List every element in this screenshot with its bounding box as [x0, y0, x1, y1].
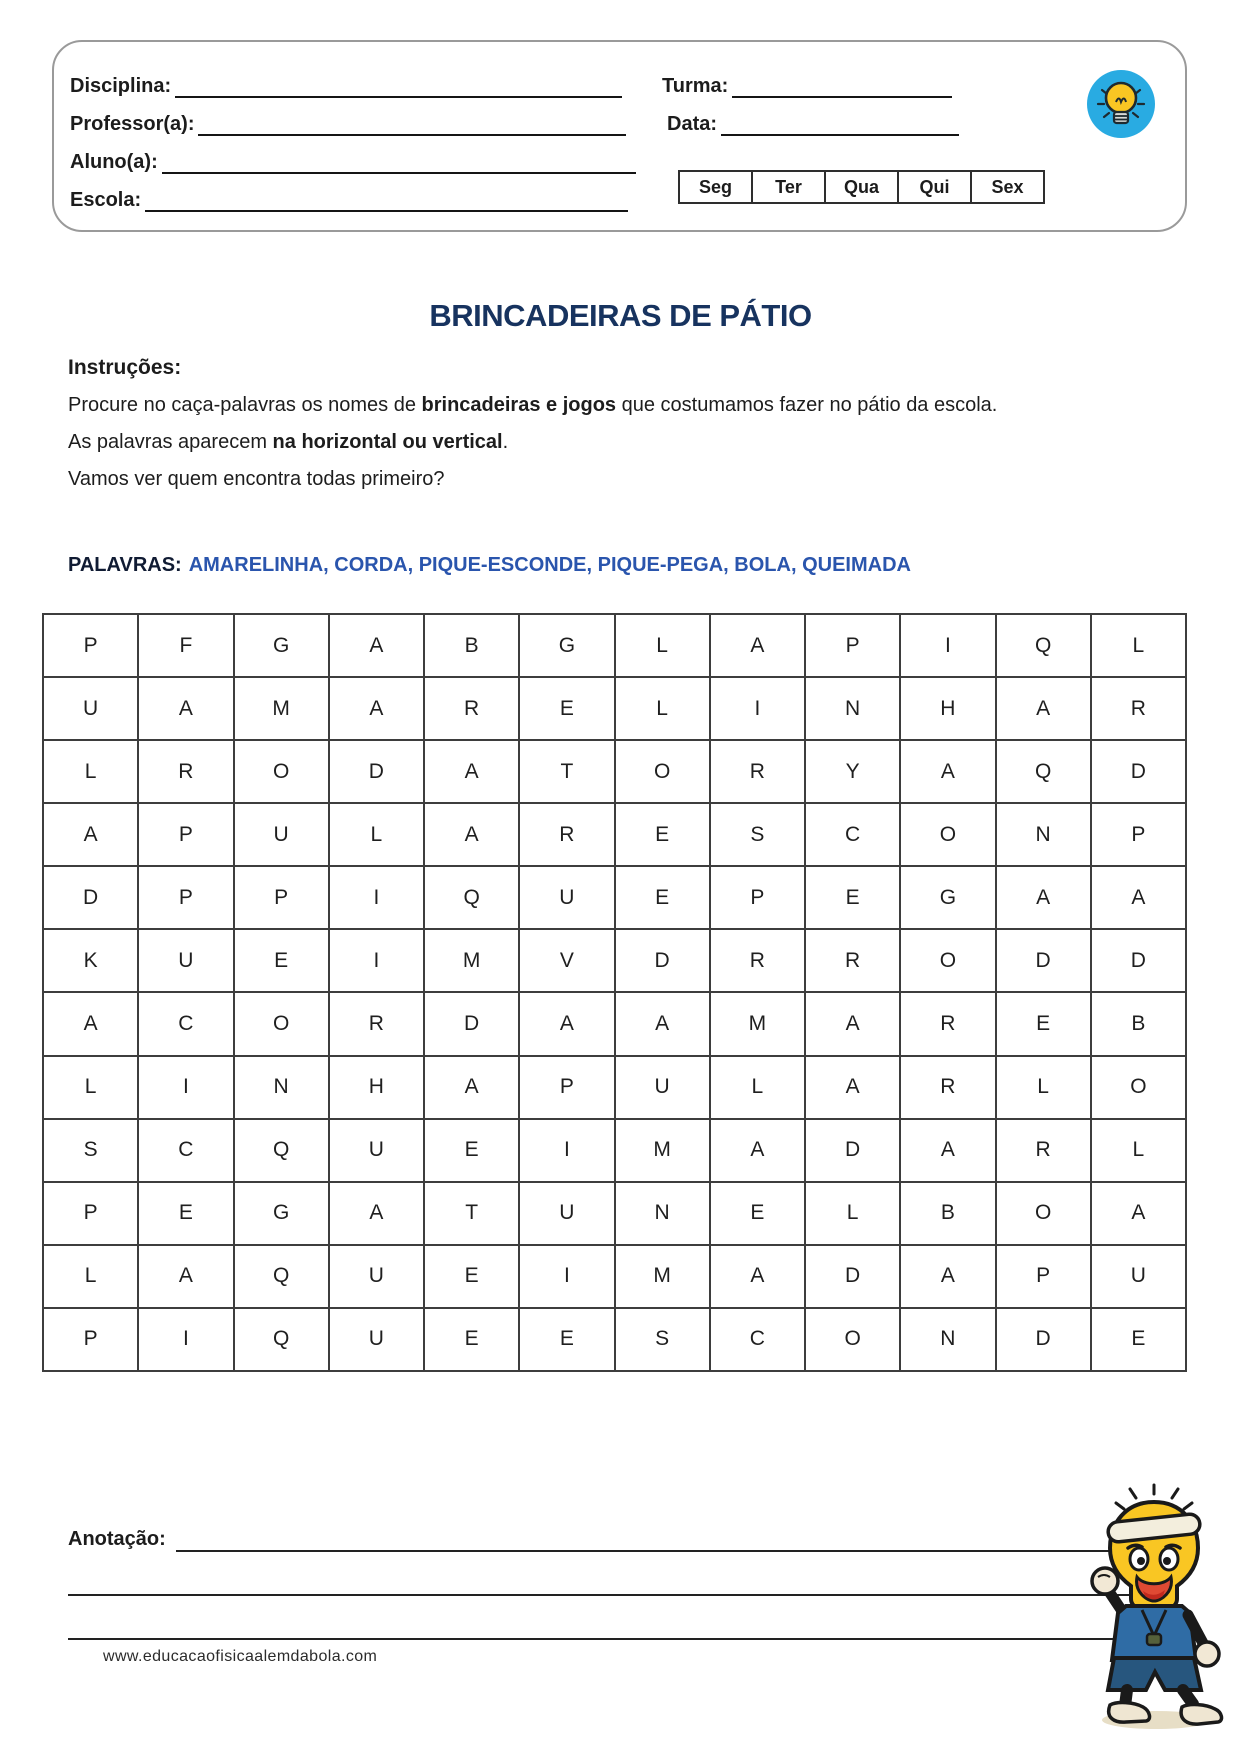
- grid-cell: D: [615, 929, 710, 992]
- grid-cell: E: [519, 677, 614, 740]
- grid-cell: L: [1091, 1119, 1186, 1182]
- notes-write-in-line: [176, 1538, 1140, 1552]
- grid-cell: A: [710, 614, 805, 677]
- grid-cell: A: [805, 1056, 900, 1119]
- grid-cell: I: [138, 1056, 233, 1119]
- grid-cell: O: [234, 992, 329, 1055]
- field-label: Data:: [667, 113, 718, 135]
- grid-cell: R: [710, 740, 805, 803]
- grid-cell: A: [329, 614, 424, 677]
- grid-cell: A: [900, 1119, 995, 1182]
- grid-cell: E: [615, 866, 710, 929]
- grid-cell: R: [1091, 677, 1186, 740]
- grid-row: [43, 614, 1186, 677]
- instructions-heading: Instruções:: [68, 356, 182, 379]
- grid-cell: L: [329, 803, 424, 866]
- grid-cell: O: [900, 803, 995, 866]
- grid-cell: F: [138, 614, 233, 677]
- grid-cell: T: [519, 740, 614, 803]
- grid-cell: E: [424, 1308, 519, 1371]
- grid-row: [43, 866, 1186, 929]
- grid-cell: U: [1091, 1245, 1186, 1308]
- word-list: [68, 554, 911, 577]
- grid-cell: A: [138, 1245, 233, 1308]
- grid-cell: M: [234, 677, 329, 740]
- grid-row: [43, 992, 1186, 1055]
- instruction-line-1: Procure no caça-palavras os nomes de brincadeiras e jogos que costumamos fazer no pátio da escola.: [68, 394, 998, 416]
- grid-cell: U: [234, 803, 329, 866]
- grid-row: [43, 1308, 1186, 1371]
- word-list-items: AMARELINHA, CORDA, PIQUE-ESCONDE, PIQUE-PEGA, BOLA, QUEIMADA: [188, 554, 911, 576]
- grid-cell: O: [900, 929, 995, 992]
- grid-cell: V: [519, 929, 614, 992]
- grid-cell: R: [519, 803, 614, 866]
- grid-cell: I: [710, 677, 805, 740]
- field-label: Aluno(a):: [70, 151, 158, 173]
- grid-cell: S: [43, 1119, 138, 1182]
- grid-cell: M: [615, 1245, 710, 1308]
- grid-cell: N: [900, 1308, 995, 1371]
- grid-cell: P: [996, 1245, 1091, 1308]
- grid-cell: A: [996, 866, 1091, 929]
- grid-cell: D: [996, 929, 1091, 992]
- grid-cell: A: [1091, 1182, 1186, 1245]
- write-in-line: [162, 148, 636, 174]
- grid-cell: C: [138, 1119, 233, 1182]
- grid-cell: E: [805, 866, 900, 929]
- grid-cell: D: [424, 992, 519, 1055]
- grid-cell: U: [43, 677, 138, 740]
- grid-cell: C: [138, 992, 233, 1055]
- instruction-line-2: As palavras aparecem na horizontal ou vertical.: [68, 431, 509, 453]
- grid-cell: A: [43, 803, 138, 866]
- grid-cell: U: [329, 1119, 424, 1182]
- grid-cell: L: [1091, 614, 1186, 677]
- grid-cell: R: [900, 1056, 995, 1119]
- notes-write-in-line: [68, 1626, 1140, 1640]
- grid-cell: Q: [424, 866, 519, 929]
- grid-cell: Q: [996, 740, 1091, 803]
- field-disciplina: [70, 70, 622, 98]
- grid-row: [43, 803, 1186, 866]
- grid-cell: E: [424, 1119, 519, 1182]
- grid-cell: A: [329, 677, 424, 740]
- weekday-cell: Qua: [824, 170, 899, 204]
- grid-cell: A: [424, 1056, 519, 1119]
- grid-cell: C: [710, 1308, 805, 1371]
- grid-row: [43, 1182, 1186, 1245]
- grid-cell: A: [615, 992, 710, 1055]
- grid-cell: D: [1091, 740, 1186, 803]
- grid-cell: E: [138, 1182, 233, 1245]
- notes-label: Anotação:: [68, 1528, 166, 1550]
- grid-cell: K: [43, 929, 138, 992]
- weekday-cell: Seg: [678, 170, 753, 204]
- grid-cell: P: [805, 614, 900, 677]
- grid-cell: R: [138, 740, 233, 803]
- write-in-line: [175, 72, 622, 98]
- grid-cell: N: [234, 1056, 329, 1119]
- grid-cell: I: [329, 866, 424, 929]
- field-label: Escola:: [70, 189, 142, 211]
- notes-write-in-line: [68, 1582, 1140, 1596]
- grid-cell: P: [1091, 803, 1186, 866]
- field-professor: [70, 108, 626, 136]
- grid-cell: G: [900, 866, 995, 929]
- write-in-line: [721, 110, 959, 136]
- grid-cell: S: [710, 803, 805, 866]
- grid-cell: I: [519, 1245, 614, 1308]
- grid-row: [43, 1119, 1186, 1182]
- grid-cell: P: [138, 866, 233, 929]
- grid-cell: H: [900, 677, 995, 740]
- write-in-line: [145, 186, 628, 212]
- grid-cell: E: [996, 992, 1091, 1055]
- grid-cell: D: [43, 866, 138, 929]
- grid-cell: U: [519, 1182, 614, 1245]
- field-label: Disciplina:: [70, 75, 172, 97]
- grid-cell: R: [710, 929, 805, 992]
- grid-cell: I: [138, 1308, 233, 1371]
- grid-cell: R: [805, 929, 900, 992]
- grid-row: [43, 1245, 1186, 1308]
- grid-cell: E: [424, 1245, 519, 1308]
- weekday-cell: Ter: [751, 170, 826, 204]
- grid-cell: E: [234, 929, 329, 992]
- grid-cell: A: [424, 740, 519, 803]
- grid-cell: A: [900, 1245, 995, 1308]
- grid-cell: E: [710, 1182, 805, 1245]
- grid-cell: M: [424, 929, 519, 992]
- grid-cell: L: [710, 1056, 805, 1119]
- grid-row: [43, 929, 1186, 992]
- grid-cell: A: [329, 1182, 424, 1245]
- weekday-cell: Qui: [897, 170, 972, 204]
- write-in-line: [732, 72, 952, 98]
- field-data: [667, 108, 959, 136]
- grid-cell: L: [615, 614, 710, 677]
- grid-cell: D: [996, 1308, 1091, 1371]
- grid-cell: A: [805, 992, 900, 1055]
- grid-cell: P: [138, 803, 233, 866]
- grid-cell: E: [615, 803, 710, 866]
- grid-cell: A: [43, 992, 138, 1055]
- grid-cell: A: [710, 1245, 805, 1308]
- grid-cell: E: [1091, 1308, 1186, 1371]
- header-box: [52, 40, 1187, 232]
- grid-cell: Q: [234, 1308, 329, 1371]
- grid-cell: L: [43, 740, 138, 803]
- grid-cell: O: [1091, 1056, 1186, 1119]
- field-label: Professor(a):: [70, 113, 195, 135]
- word-list-label: PALAVRAS:: [68, 554, 182, 576]
- grid-cell: O: [615, 740, 710, 803]
- grid-cell: I: [519, 1119, 614, 1182]
- grid-cell: B: [900, 1182, 995, 1245]
- grid-cell: P: [43, 1308, 138, 1371]
- grid-cell: T: [424, 1182, 519, 1245]
- grid-cell: Y: [805, 740, 900, 803]
- grid-cell: O: [805, 1308, 900, 1371]
- website-url: www.educacaofisicaalemdabola.com: [103, 1648, 378, 1665]
- grid-cell: D: [805, 1119, 900, 1182]
- grid-cell: U: [329, 1245, 424, 1308]
- grid-cell: U: [329, 1308, 424, 1371]
- grid-cell: B: [1091, 992, 1186, 1055]
- grid-cell: U: [615, 1056, 710, 1119]
- grid-cell: D: [1091, 929, 1186, 992]
- grid-cell: G: [234, 614, 329, 677]
- grid-row: [43, 677, 1186, 740]
- field-aluno: [70, 146, 636, 174]
- grid-cell: O: [234, 740, 329, 803]
- instructions-block: [68, 356, 1148, 505]
- grid-cell: A: [138, 677, 233, 740]
- write-in-line: [198, 110, 626, 136]
- page-title: BRINCADEIRAS DE PÁTIO: [429, 298, 812, 333]
- grid-cell: R: [424, 677, 519, 740]
- grid-cell: Q: [234, 1119, 329, 1182]
- grid-cell: G: [234, 1182, 329, 1245]
- grid-cell: A: [710, 1119, 805, 1182]
- grid-cell: D: [329, 740, 424, 803]
- word-search-grid: [42, 613, 1187, 1372]
- grid-cell: N: [805, 677, 900, 740]
- grid-cell: A: [996, 677, 1091, 740]
- grid-cell: N: [996, 803, 1091, 866]
- grid-cell: M: [710, 992, 805, 1055]
- grid-cell: A: [1091, 866, 1186, 929]
- grid-cell: U: [519, 866, 614, 929]
- grid-cell: L: [43, 1245, 138, 1308]
- grid-cell: R: [329, 992, 424, 1055]
- grid-cell: S: [615, 1308, 710, 1371]
- field-label: Turma:: [662, 75, 729, 97]
- grid-cell: B: [424, 614, 519, 677]
- field-turma: [662, 70, 952, 98]
- grid-cell: A: [519, 992, 614, 1055]
- weekday-strip: [678, 170, 1045, 204]
- grid-cell: U: [138, 929, 233, 992]
- grid-cell: G: [519, 614, 614, 677]
- grid-cell: P: [43, 614, 138, 677]
- grid-cell: A: [900, 740, 995, 803]
- grid-cell: L: [43, 1056, 138, 1119]
- grid-cell: R: [996, 1119, 1091, 1182]
- grid-cell: N: [615, 1182, 710, 1245]
- grid-cell: Q: [234, 1245, 329, 1308]
- instruction-line-3: Vamos ver quem encontra todas primeiro?: [68, 468, 445, 490]
- grid-cell: Q: [996, 614, 1091, 677]
- grid-cell: D: [805, 1245, 900, 1308]
- grid-cell: I: [329, 929, 424, 992]
- grid-row: [43, 740, 1186, 803]
- grid-cell: H: [329, 1056, 424, 1119]
- grid-cell: C: [805, 803, 900, 866]
- weekday-cell: Sex: [970, 170, 1045, 204]
- grid-cell: P: [710, 866, 805, 929]
- grid-cell: L: [615, 677, 710, 740]
- grid-cell: I: [900, 614, 995, 677]
- grid-cell: L: [805, 1182, 900, 1245]
- lightbulb-mascot-illustration: [1080, 1482, 1230, 1732]
- grid-cell: L: [996, 1056, 1091, 1119]
- grid-cell: P: [234, 866, 329, 929]
- grid-cell: P: [519, 1056, 614, 1119]
- grid-cell: O: [996, 1182, 1091, 1245]
- lightbulb-icon: [1083, 66, 1159, 142]
- grid-cell: R: [900, 992, 995, 1055]
- field-escola: [70, 184, 628, 212]
- grid-cell: P: [43, 1182, 138, 1245]
- grid-row: [43, 1056, 1186, 1119]
- grid-cell: A: [424, 803, 519, 866]
- grid-cell: E: [519, 1308, 614, 1371]
- grid-cell: M: [615, 1119, 710, 1182]
